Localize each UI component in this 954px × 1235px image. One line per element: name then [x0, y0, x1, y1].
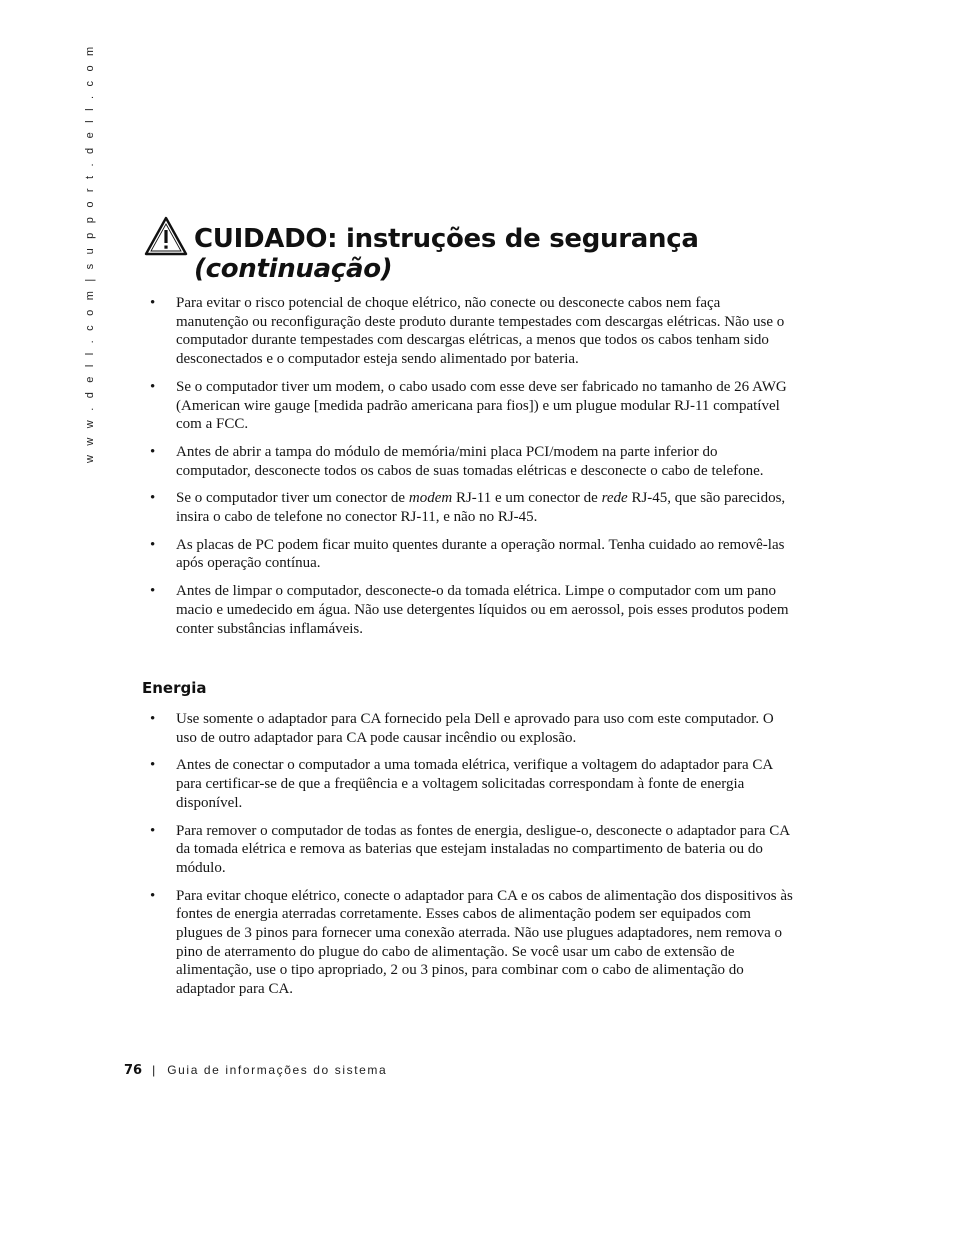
- list-item: [148, 887, 793, 999]
- warning-triangle-icon: [144, 216, 188, 256]
- item-text: RJ-11 e um conector de: [452, 490, 602, 507]
- list-item: [148, 756, 793, 812]
- item-text: Antes de limpar o computador, desconecte-o da tomada elétrica. Limpe o computador com um pano macio e umedecido em água. Não use detergentes líquidos ou em aerossol, pois esses produtos podem conter substâncias inflamáveis.: [176, 583, 789, 637]
- item-text: Use somente o adaptador para CA fornecido pela Dell e aprovado para uso com este computador. O uso de outro adaptador para CA pode causar incêndio ou explosão.: [176, 711, 774, 746]
- list-item: [148, 582, 793, 638]
- energy-list: [148, 710, 793, 999]
- safety-list: [148, 294, 793, 638]
- page-title: CUIDADO: instruções de segurança: [194, 224, 699, 254]
- item-text: Antes de conectar o computador a uma tomada elétrica, verifique a voltagem do adaptador para CA para certificar-se de que a freqüência e a voltagem solicitadas correspondam à fonte de energia disponível.: [176, 757, 773, 811]
- list-item: [148, 294, 793, 369]
- list-item: [148, 443, 793, 480]
- item-text: Para evitar o risco potencial de choque elétrico, não conecte ou desconecte cabos nem faça manutenção ou reconfiguração deste produto durante tempestades com descargas elétricas. Não use o computador durante tempestades com descargas elétricas, a menos que todos os cabos tenham sido desconectados e o computador esteja sendo alimentado por bateria.: [176, 295, 785, 368]
- item-text: Antes de abrir a tampa do módulo de memória/mini placa PCI/modem na parte inferior do computador, desconecte todos os cabos de suas tomadas elétricas e desconecte o cabo de telefone.: [176, 443, 764, 479]
- item-emphasis: modem: [408, 490, 453, 507]
- page-footer: [124, 1061, 387, 1079]
- list-item: [148, 489, 793, 526]
- item-text: Se o computador tiver um modem, o cabo usado com esse deve ser fabricado no tamanho de 26 AWG (American wire gauge [medida padrão americana para fios]) e um plugue modular RJ-11 compatível com a FCC.: [176, 378, 787, 433]
- list-item: [148, 822, 793, 878]
- list-item: [148, 710, 793, 747]
- side-website-url: w w w . d e l l . c o m | s u p p o r t . d e l l . c o m: [84, 43, 96, 463]
- item-text: Para evitar choque elétrico, conecte o adaptador para CA e os cabos de alimentação dos dispositivos às fontes de energia aterradas corretamente. Esses cabos de alimentação podem ser equipados com plugues de 3 pinos para fornecer uma conexão aterrada. Não use plugues adaptadores, nem remova o pino de aterramento do plugue do cabo de alimentação. Se você usar um cabo de extensão de alimentação, use o tipo apropriado, 2 ou 3 pinos, para combinar com o cabo de alimentação do adaptador para CA.: [176, 887, 793, 998]
- list-item: [148, 378, 793, 434]
- page-number: 76: [124, 1063, 143, 1078]
- item-text: Para remover o computador de todas as fontes de energia, desligue-o, desconecte o adaptador para CA da tomada elétrica e remova as baterias que estejam instaladas no compartimento de bateria ou do módulo.: [176, 822, 790, 876]
- item-text: As placas de PC podem ficar muito quentes durante a operação normal. Tenha cuidado ao removê-las após operação contínua.: [176, 536, 785, 572]
- page-title-continuation: (continuação): [194, 254, 393, 284]
- footer-document-title: Guia de informações do sistema: [167, 1063, 388, 1077]
- item-emphasis: rede: [601, 490, 628, 507]
- item-text: Se o computador tiver um conector de: [176, 490, 409, 507]
- footer-separator: |: [152, 1063, 156, 1077]
- section-heading-energy: Energia: [142, 679, 207, 697]
- list-item: [148, 536, 793, 573]
- item-text: RJ-45, que são parecidos, insira o cabo de telefone no conector RJ-11, e não no RJ-45.: [176, 490, 786, 526]
